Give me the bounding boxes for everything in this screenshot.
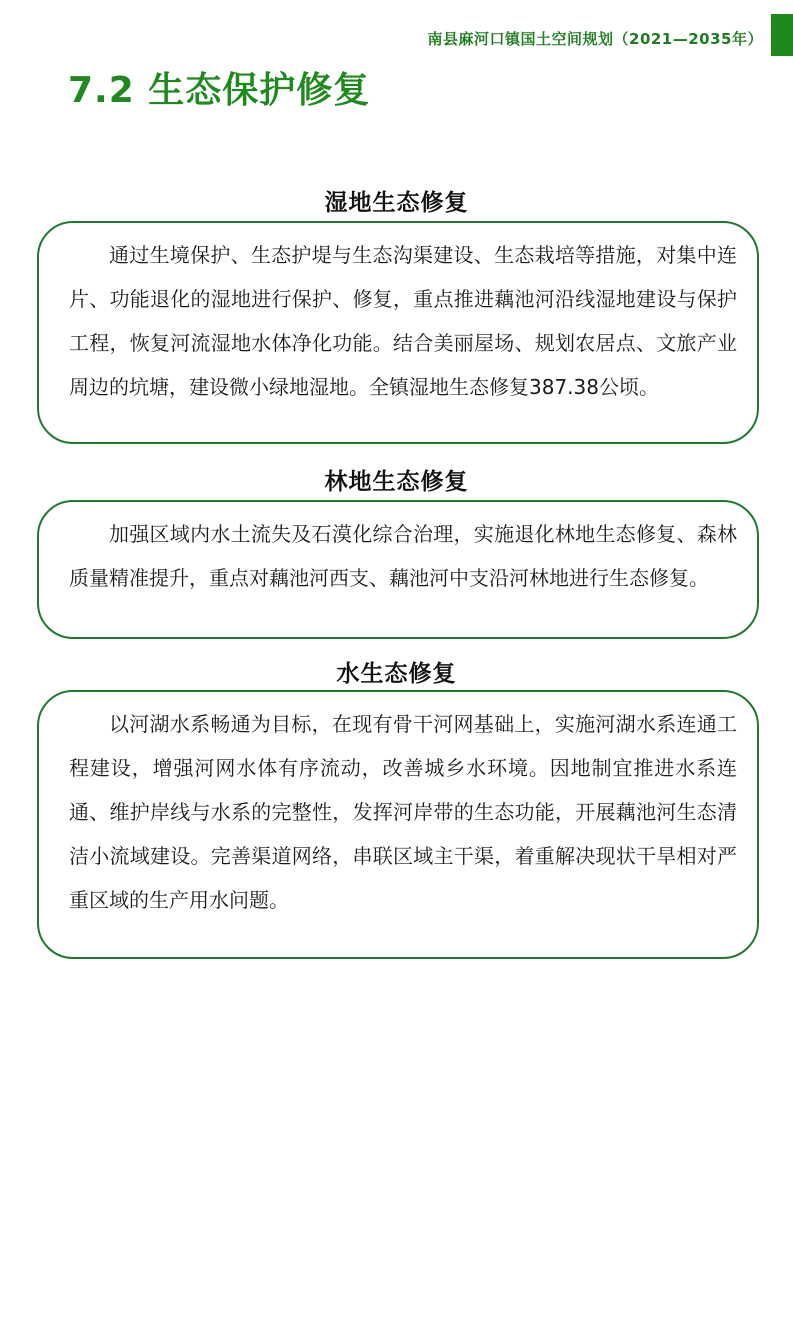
section-box-forest	[37, 500, 759, 639]
section-body-forest: 加强区域内水土流失及石漠化综合治理，实施退化林地生态修复、森林质量精准提升，重点对藕池河西支、藕池河中支沿河林地进行生态修复。	[69, 522, 737, 590]
page-title: 7.2 生态保护修复	[68, 70, 371, 111]
section-title-forest: 林地生态修复	[324, 469, 469, 495]
section-body-water: 以河湖水系畅通为目标，在现有骨干河网基础上，实施河湖水系连通工程建设，增强河网水体有序流动，改善城乡水环境。因地制宜推进水系连通、维护岸线与水系的完整性，发挥河岸带的生态功能，开展藕池河生态清洁小流域建设。完善渠道网络，串联区域主干渠，着重解决现状干旱相对严重区域的生产用水问题。	[69, 712, 737, 912]
header-accent-bar	[771, 14, 793, 56]
section-box-wetland	[37, 221, 759, 444]
document-header-title: 南县麻河口镇国土空间规划（2021—2035年）	[427, 30, 763, 48]
section-body-wetland: 通过生境保护、生态护堤与生态沟渠建设、生态栽培等措施，对集中连片、功能退化的湿地进行保护、修复，重点推进藕池河沿线湿地建设与保护工程，恢复河流湿地水体净化功能。结合美丽屋场、规划农居点、文旅产业周边的坑塘，建设微小绿地湿地。全镇湿地生态修复387.38公顷。	[69, 243, 737, 399]
section-box-water	[37, 690, 759, 959]
section-title-wetland: 湿地生态修复	[324, 190, 469, 216]
section-title-water: 水生态修复	[336, 661, 457, 687]
